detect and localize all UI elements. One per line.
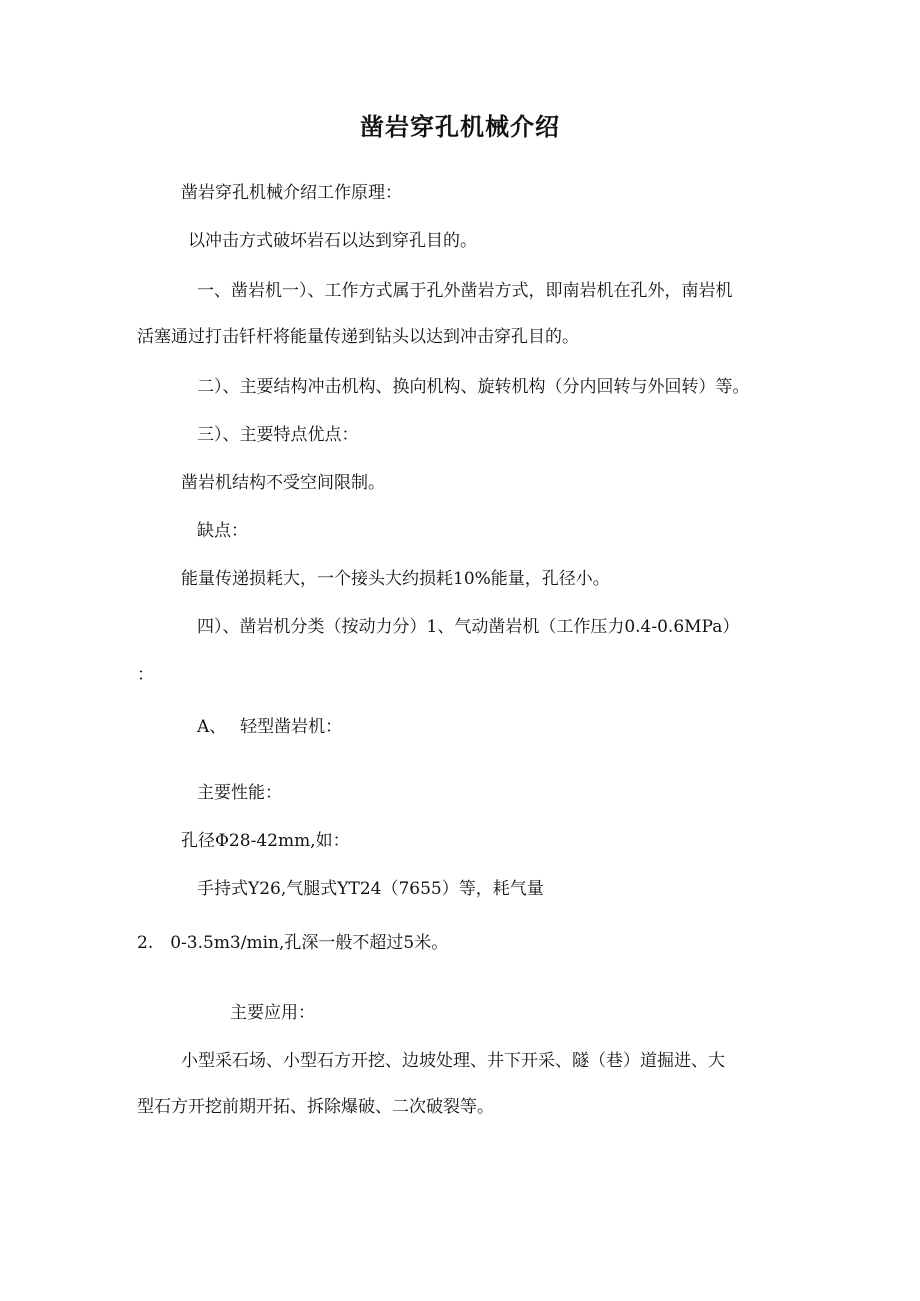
paragraph-models: 手持式Y26,气腿式YT24（7655）等，耗气量 (197, 879, 544, 899)
paragraph-section-2: 二）、主要结构冲击机构、换向机构、旋转机构（分内回转与外回转）等。 (197, 377, 750, 397)
paragraph-bore-diameter: 孔径Φ28-42mm,如： (181, 831, 350, 851)
paragraph-principle-body: 以冲击方式破坏岩石以达到穿孔目的。 (188, 231, 477, 251)
paragraph-disadvantage-heading: 缺点： (197, 521, 248, 541)
paragraph-section-1-line-1: 一、凿岩机一）、工作方式属于孔外凿岩方式，即南岩机在孔外，南岩机 (197, 281, 733, 301)
paragraph-main-application: 主要应用： (230, 1003, 315, 1023)
paragraph-air-consumption: 2. 0-3.5m3/min,孔深一般不超过5米。 (137, 933, 449, 953)
paragraph-advantage: 凿岩机结构不受空间限制。 (181, 473, 385, 493)
paragraph-principle-heading: 凿岩穿孔机械介绍工作原理： (181, 183, 402, 203)
paragraph-application-line-1: 小型采石场、小型石方开挖、边坡处理、井下开采、隧（巷）道掘进、大 (181, 1051, 725, 1071)
paragraph-application-line-2: 型石方开挖前期开拓、拆除爆破、二次破裂等。 (137, 1097, 494, 1117)
document-title: 凿岩穿孔机械介绍 (360, 112, 560, 141)
paragraph-disadvantage-body: 能量传递损耗大，一个接头大约损耗10%能量，孔径小。 (181, 569, 610, 589)
paragraph-main-performance: 主要性能： (197, 783, 282, 803)
paragraph-light-drill: A、 轻型凿岩机： (197, 717, 343, 737)
paragraph-section-4: 四）、凿岩机分类（按动力分）1、气动凿岩机（工作压力0.4-0.6MPa） (197, 617, 740, 637)
paragraph-section-1-line-2: 活塞通过打击钎杆将能量传递到钻头以达到冲击穿孔目的。 (137, 327, 579, 347)
paragraph-section-4-colon: ： (137, 665, 154, 685)
paragraph-section-3: 三）、主要特点优点： (197, 425, 359, 445)
